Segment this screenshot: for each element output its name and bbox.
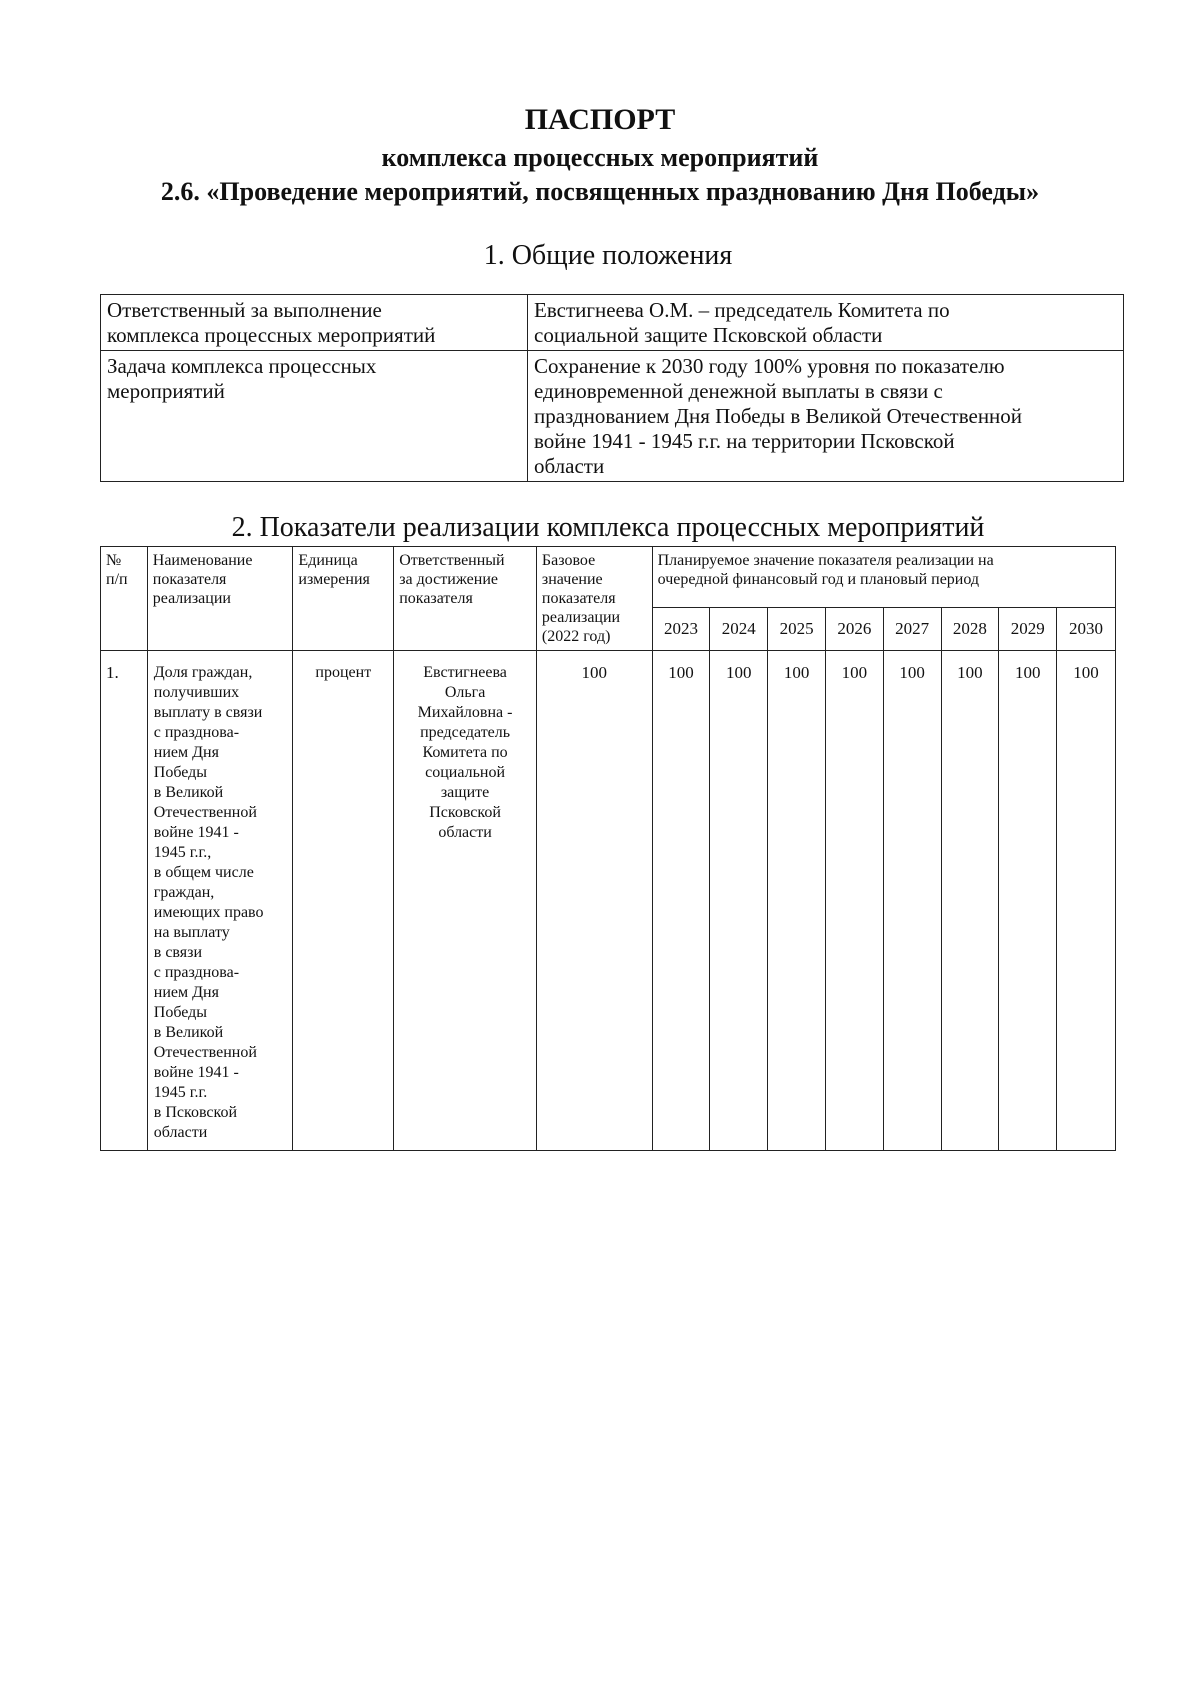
indicator-unit: процент: [293, 651, 394, 1151]
table-row: [101, 651, 1116, 1151]
planned-value: 100: [768, 651, 826, 1151]
planned-value: 100: [1057, 651, 1116, 1151]
col-header-num: № п/п: [101, 547, 148, 651]
document-title: ПАСПОРТ: [524, 103, 676, 136]
row-num: 1.: [101, 651, 148, 1151]
col-header-year: 2025: [768, 608, 826, 651]
table-row: [101, 295, 1124, 351]
col-header-base: Базовое значение показателя реализации (2022 год): [536, 547, 652, 651]
col-header-year: 2029: [999, 608, 1057, 651]
col-header-year: 2023: [652, 608, 710, 651]
program-name: 2.6. «Проведение мероприятий, посвященных празднованию Дня Победы»: [160, 177, 1040, 206]
responsible-value: Евстигнеева О.М. – председатель Комитета по социальной защите Псковской области: [528, 295, 1124, 351]
section1-heading: 1. Общие положения: [483, 240, 733, 271]
col-header-responsible: Ответственный за достижение показателя: [394, 547, 537, 651]
document-subtitle: комплекса процессных мероприятий: [381, 143, 819, 172]
planned-value: 100: [883, 651, 941, 1151]
col-header-name: Наименование показателя реализации: [147, 547, 293, 651]
table-row: [101, 351, 1124, 482]
indicators-table: [100, 546, 1116, 1151]
col-header-year: 2024: [710, 608, 768, 651]
col-header-year: 2028: [941, 608, 999, 651]
col-header-year: 2027: [883, 608, 941, 651]
col-header-year: 2030: [1057, 608, 1116, 651]
planned-value: 100: [710, 651, 768, 1151]
task-value: Сохранение к 2030 году 100% уровня по показателю единовременной денежной выплаты в связи с празднованием Дня Победы в Великой Отечественной войне 1941 - 1945 г.г. на территории Псковской области: [528, 351, 1124, 482]
base-value: 100: [536, 651, 652, 1151]
general-provisions-table: [100, 294, 1124, 482]
table-header-row: [101, 547, 1116, 608]
indicator-name: Доля граждан, получивших выплату в связи с празднова- нием Дня Победы в Великой Отечественной войне 1941 - 1945 г.г., в общем числе граждан, имеющих право на выплату в связи с празднова- нием Дня Победы в Великой Отечественной войне 1941 - 1945 г.г. в Псковской области: [147, 651, 293, 1151]
indicator-responsible: Евстигнеева Ольга Михайловна - председатель Комитета по социальной защите Псковской области: [394, 651, 537, 1151]
task-label: Задача комплекса процессных мероприятий: [101, 351, 528, 482]
section2-heading: 2. Показатели реализации комплекса процессных мероприятий: [231, 512, 985, 543]
planned-value: 100: [941, 651, 999, 1151]
col-header-year: 2026: [825, 608, 883, 651]
planned-value: 100: [999, 651, 1057, 1151]
planned-value: 100: [652, 651, 710, 1151]
responsible-label: Ответственный за выполнение комплекса процессных мероприятий: [101, 295, 528, 351]
col-header-unit: Единица измерения: [293, 547, 394, 651]
col-header-planned: Планируемое значение показателя реализации на очередной финансовый год и плановый период: [652, 547, 1115, 608]
planned-value: 100: [825, 651, 883, 1151]
